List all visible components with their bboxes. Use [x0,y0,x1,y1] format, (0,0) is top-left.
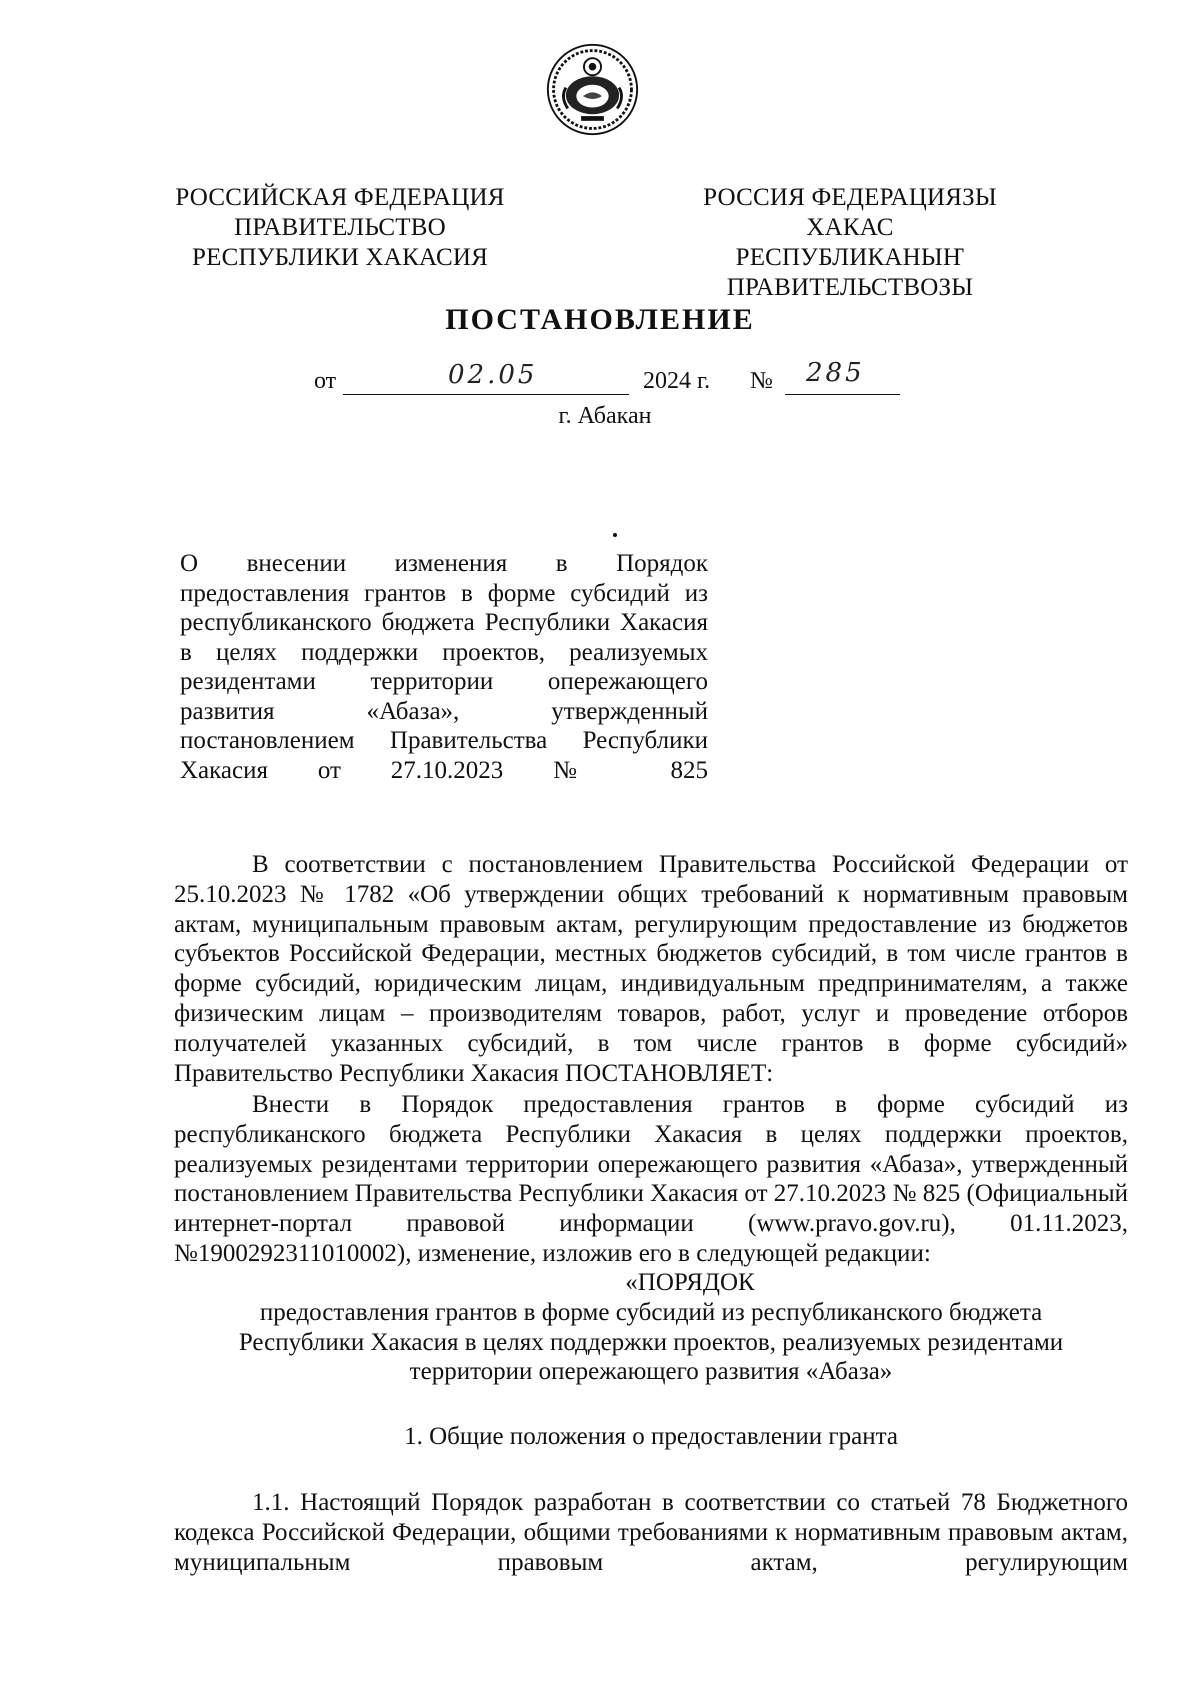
paragraph-2 [174,1090,1128,1269]
date-from-label: от [314,368,337,394]
paragraph-1 [174,850,1128,1088]
order-heading-line-2: Республики Хакасия в целях поддержки проектов, реализуемых резидентами [238,1328,1064,1356]
paragraph-1-text: В соответствии с постановлением Правительства Российской Федерации от 25.10.2023 № 1782 «Об утверждении общих требований к нормативным правовым актам, муниципальным правовым актам, регулирующим предоставление из бюджетов субъектов Российской Федерации, местных бюджетов субсидий, в том числе грантов в форме субсидий, юридическим лицам, индивидуальным предпринимателям, а также физическим лицам – производителям товаров, работ, услуг и проведение отборов получателей указанных субсидий, в том числе грантов в форме субсидий» Правительство Республики Хакасия ПОСТАНОВЛЯЕТ: [174,851,1128,1087]
header-right-line-3: ПРАВИТЕЛЬСТВОЗЫ [726,274,974,301]
paragraph-2-text: Внести в Порядок предоставления грантов в форме субсидий из республиканского бюджета Республики Хакасия в целях поддержки проектов, реализуемых резидентами территории опережающего развития «Абаза», утвержденный постановлением Правительства Республики Хакасия от 27.10.2023 № 825 (Официальный интернет-портал правовой информации (www.pravo.gov.ru), 01.11.2023, №1900292311010002), изменение, изложив его в следующей редакции: [174,1091,1128,1267]
order-heading-word: «ПОРЯДОК [625,1269,755,1296]
city-name: г. Абакан [558,403,652,429]
header-left-block [160,183,520,273]
handwritten-number: 285 [806,358,865,388]
header-left-line-2: ПРАВИТЕЛЬСТВО [234,214,446,241]
header-right-block [690,183,1010,303]
header-right-line-1: РОССИЯ ФЕДЕРАЦИЯЗЫ [703,184,997,211]
header-left-line-3: РЕСПУБЛИКИ ХАКАСИЯ [192,244,488,271]
handwritten-date: 02.05 [448,360,538,390]
document-title: ПОСТАНОВЛЕНИЕ [445,303,755,336]
number-label: № [750,368,773,394]
paragraph-3-text: 1.1. Настоящий Порядок разработан в соответствии со статьей 78 Бюджетного кодекса Российской Федерации, общими требованиями к нормативным правовым актам, муниципальным правовым актам, регулирующим [174,1489,1128,1576]
order-heading-line-3: территории опережающего развития «Абаза» [409,1358,893,1386]
paragraph-3 [174,1488,1128,1577]
order-heading-line-1: предоставления грантов в форме субсидий из республиканского бюджета [259,1298,1043,1326]
header-left-line-1: РОССИЙСКАЯ ФЕДЕРАЦИЯ [175,184,505,211]
date-year: 2024 г. [643,368,711,394]
subject-text: О внесении изменения в Порядок предоставления грантов в форме субсидий из республиканского бюджета Республики Хакасия в целях поддержки проектов, реализуемых резидентами территории опережающего развития «Абаза», утвержденный постановлением Правительства Республики Хакасия от 27.10.2023 № 825 [180,550,708,784]
header-right-line-2: ХАКАС РЕСПУБЛИКАНЫҤ [735,214,965,271]
mark-dot [613,533,617,537]
section-1-title: 1. Общие положения о предоставлении гранта [404,1423,898,1450]
coat-of-arms-emblem [545,42,640,137]
date-line [0,358,1200,408]
order-heading [174,1268,1128,1387]
document-subject [180,549,708,785]
